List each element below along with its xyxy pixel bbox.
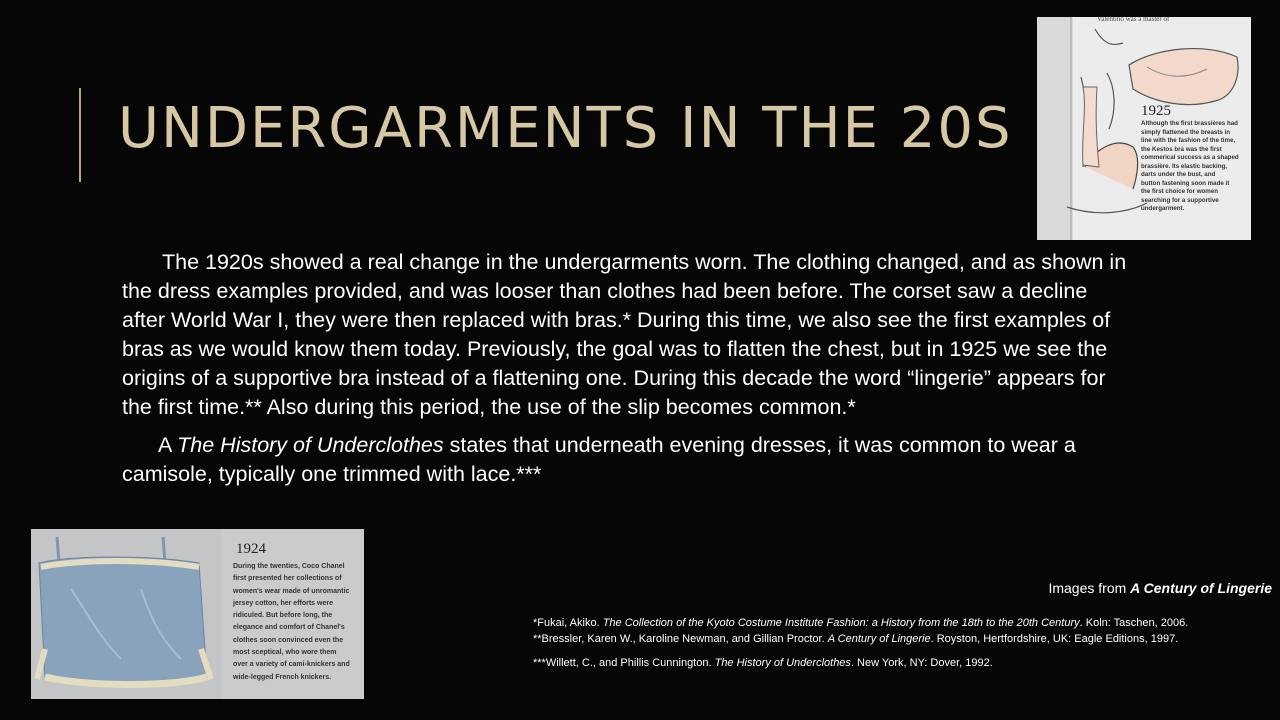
- credit-prefix: Images from: [1048, 580, 1131, 596]
- paragraph-2-suffix: states that underneath evening dresses, it was common to wear a camisole, typically one trimmed with lace.***: [122, 433, 1076, 486]
- body-paragraph-2: [122, 431, 1132, 489]
- book-title-history-of-underclothes: The History of Underclothes: [177, 433, 444, 457]
- body-paragraph-1: [122, 248, 1132, 422]
- top-image-header: Valentino was a master of: [1097, 17, 1170, 23]
- body-text: [122, 248, 1132, 498]
- camisole-illustration: [31, 529, 221, 699]
- references: [533, 615, 1273, 671]
- reference-2: **Bressler, Karen W., Karoline Newman, and Gillian Proctor. A Century of Lingerie. Royston, Hertfordshire, UK: Eagle Editions, 1997.: [533, 633, 1179, 645]
- paragraph-2-prefix: A: [158, 433, 178, 457]
- camisole-1924-book-image: [31, 529, 364, 699]
- reference-1: *Fukai, Akiko. The Collection of the Kyoto Costume Institute Fashion: a History from the 18th to the 20th Century. Koln: Taschen, 2006.: [533, 617, 1189, 629]
- paragraph-1-text: The 1920s showed a real change in the undergarments worn. The clothing changed, and as shown in the dress examples provided, and was looser than clothes had been before. The corset saw a decline after World War I, they were then replaced with bras.* During this time, we also see the first examples of bras as we would know them today. Previously, the goal was to flatten the chest, but in 1925 we see the origins of a supportive bra instead of a flattening one. During this decade the word “lingerie” appears for the first time.** Also during this period, the use of the slip becomes common.*: [122, 250, 1127, 419]
- credit-book-title: A Century of Lingerie: [1130, 580, 1272, 596]
- image-credit: [1048, 580, 1272, 596]
- bottom-image-caption: During the twenties, Coco Chanel first presented her collections of women's wear made of unromantic jersey cotton, her efforts were ridiculed. But before long, the elegance and comfort of Chanel's clothes soon convinced even the most sceptical, who wore them over a variety of cami-knickers and wide-legged French knickers.: [233, 563, 350, 681]
- top-image-year: 1925: [1141, 103, 1171, 119]
- slide-title: UNDERGARMENTS IN THE 20S: [118, 96, 1013, 161]
- title-accent-line: [79, 88, 81, 182]
- top-image-caption: Although the first brassières had simply flattened the breasts in line with the fashion of the time, the Kestos bra was the first commerical success as a shaped brassière. Its elastic backing, darts under the bust, and button fastening soon made it the first choice for women searching for a supportive undergarment.: [1141, 120, 1239, 212]
- bottom-image-year: 1924: [236, 541, 266, 557]
- reference-3: ***Willett, C., and Phillis Cunnington. The History of Underclothes. New York, NY: Dover, 1992.: [533, 657, 993, 669]
- bra-1925-book-image: [1037, 17, 1251, 240]
